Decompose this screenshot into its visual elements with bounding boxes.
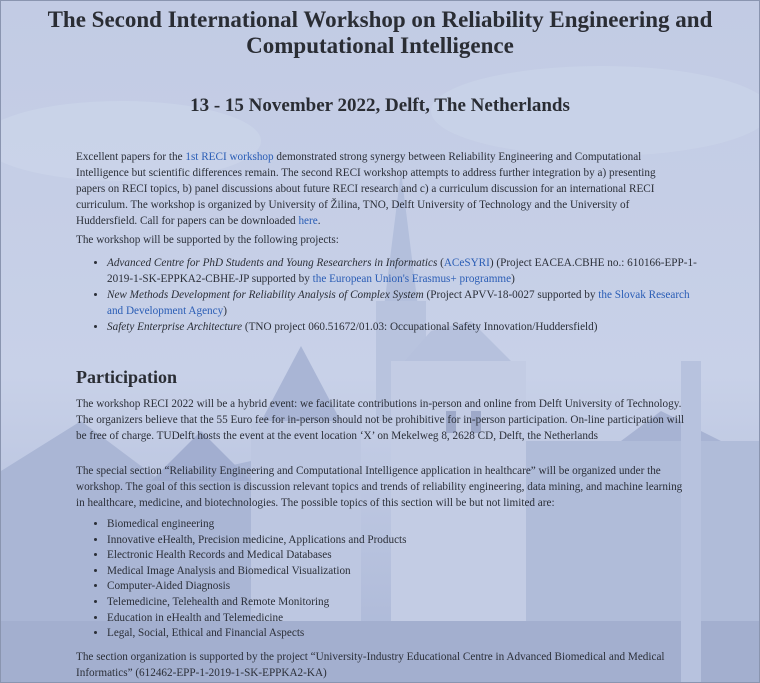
intro-paragraph [76,149,686,229]
slovak-agency-link[interactable]: the Slovak Research and Development Agency [107,289,690,317]
topic-item: • Computer-Aided Diagnosis [107,579,707,595]
support-intro: The workshop will be supported by the following projects: [76,234,339,246]
intro-text-1: Excellent papers for the [76,151,186,163]
project-item [107,319,707,335]
project-text: ) [511,273,515,285]
topic-item: • Telemedicine, Telehealth and Remote Monitoring [107,595,707,611]
topics-list [91,517,707,642]
topic-item: • Innovative eHealth, Precision medicine, Applications and Products [107,533,707,549]
first-reci-workshop-link[interactable]: 1st RECI workshop [185,151,274,163]
participation-heading: Participation [76,367,177,387]
topic-item: • Medical Image Analysis and Biomedical Visualization [107,564,707,580]
project-text: (Project APVV-18-0027 supported by [423,289,599,301]
closing-paragraph: The section organization is supported by the project “University-Industry Educational Centre in Advanced Biomedical and Medical Informatics” (612462-EPP-1-2019-1-SK-EPPKA2-KA) [76,651,665,679]
special-section-paragraph: The special section “Reliability Engineering and Computational Intelligence application in healthcare” will be organized under the workshop. The goal of this section is discussion relevant topics and trends of reliability engineering, data mining, and machine learning in healthcare, medicine, and biotechnologies. The possible topics of this section will be but not limited are: [76,465,683,509]
event-dateline: 13 - 15 November 2022, Delft, The Netherlands [190,95,570,116]
project-name: Advanced Centre for PhD Students and Young Researchers in Informatics [107,257,438,269]
project-name: New Methods Development for Reliability Analysis of Complex System [107,289,424,301]
participation-paragraph: The workshop RECI 2022 will be a hybrid event: we facilitate contributions in-person and online from Delft University of Technology. The organizers believe that the 55 Euro fee for in-person should not be prohibitive for in-person participation. On-line participation will be free of charge. TUDelft hosts the event at the event location ‘X’ on Mekelweg 8, 2628 CD, Delft, the Netherlands [76,398,685,442]
project-name: Safety Enterprise Architecture [107,321,243,333]
project-text: ) (Project EACEA.CBHE no.: 610166-EPP-1-2019-1-SK-EPPKA2-CBHE-JP supported by [107,257,697,285]
topic-item: • Education in eHealth and Telemedicine [107,611,707,627]
topic-item: • Electronic Health Records and Medical Databases [107,548,707,564]
intro-text-3: . [317,215,321,227]
project-item [107,287,707,319]
call-for-papers-link[interactable]: here [298,215,318,227]
project-text: ( [437,257,444,269]
projects-list [91,255,707,335]
acesyri-link[interactable]: ACeSYRI [443,257,490,269]
topic-item: • Biomedical engineering [107,517,707,533]
topic-item: • Legal, Social, Ethical and Financial Aspects [107,626,707,642]
page-title: The Second International Workshop on Reliability Engineering and Computational Intelligence [47,7,713,58]
project-text: ) [223,305,227,317]
project-text: (TNO project 060.51672/01.03: Occupational Safety Innovation/Huddersfield) [242,321,598,333]
erasmus-link[interactable]: the European Union's Erasmus+ programme [312,273,512,285]
intro-text-2: demonstrated strong synergy between Reliability Engineering and Computational Intelligence but scientific differences remain. The second RECI workshop attempts to address further integration by a) presenting papers on RECI topics, b) panel discussions about future RECI research and c) a curriculum discussion for an international RECI curriculum. The workshop is organized by University of Žilina, TNO, Delft University of Technology and the University of Huddersfield. Call for papers can be downloaded [76,151,656,227]
project-item [107,255,707,287]
